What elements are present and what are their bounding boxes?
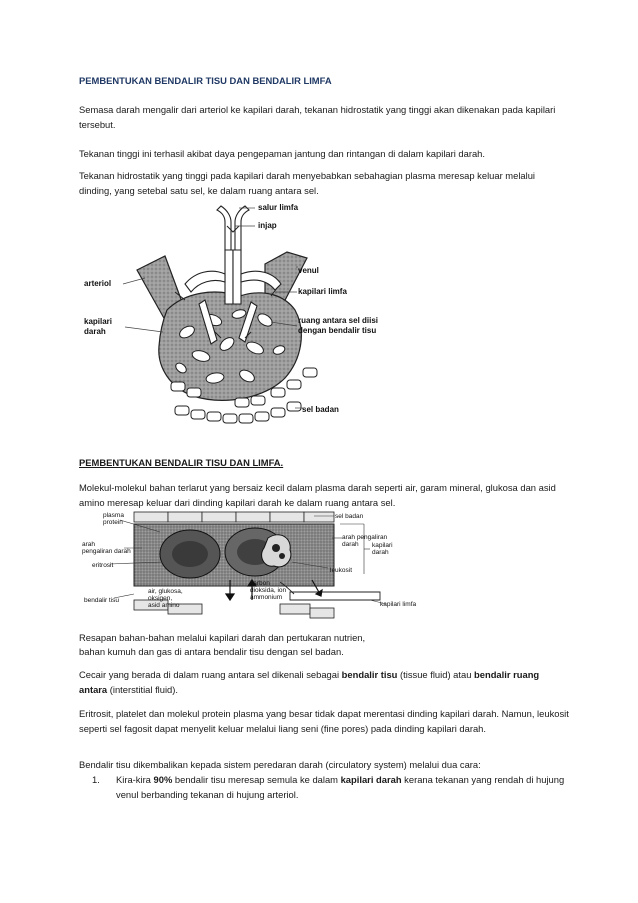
list-item-1 — [116, 772, 571, 802]
label-air-2: oksigen, — [148, 595, 173, 602]
term-bendalir-tisu: bendalir tisu — [341, 669, 398, 680]
term-90-percent: 90% — [153, 774, 173, 785]
eritrosit-paragraph: Eritrosit, platelet dan molekul protein plasma yang besar tidak dapat merentasi dinding kapilari darah. Namun, leukosit seperti sel fagosit dapat menyelit keluar melalui liang seni (fine pores) pada dinding kapilari darah. — [79, 708, 569, 734]
label-arah-pengaliran-r1: arah pengaliran — [342, 534, 388, 541]
label-eritrosit: eritrosit — [92, 562, 114, 569]
label-kapilari-darah-1: kapilari — [84, 317, 113, 326]
label-kapilari-darah-r1: kapilari — [372, 542, 393, 549]
label-karbon-3: ammonium — [250, 594, 283, 601]
section2-para1: Molekul-molekul bahan terlarut yang bersaiz kecil dalam plasma darah seperti air, garam mineral, glukosa dan asid amino meresap keluar dari dinding kapilari darah ke dalam ruang antara sel. — [79, 482, 556, 508]
list-text-3: kerana tekanan yang rendah di hujung venul berbanding tekanan di hujung arteriol. — [116, 774, 565, 800]
list-text-2: bendalir tisu meresap semula ke dalam — [172, 774, 341, 785]
label-air-3: asid amino — [148, 602, 180, 609]
label-kapilari-limfa: kapilari limfa — [298, 287, 347, 296]
label-arah-pengaliran-r2: darah — [342, 541, 359, 548]
label-arah: arah — [82, 541, 96, 548]
label-kapilari-darah-2: darah — [84, 327, 106, 336]
label-karbon-2: dioksida, ion — [250, 587, 287, 594]
term-bendalir-ruang-antara: bendalir ruang antara — [79, 669, 540, 695]
label-arteriol: arteriol — [84, 279, 112, 288]
label-ruang-2: dengan bendalir tisu — [298, 326, 377, 335]
resapan-line-1: Resapan bahan-bahan melalui kapilari darah dan pertukaran nutrien, — [79, 632, 366, 643]
section1-heading: PEMBENTUKAN BENDALIR TISU DAN BENDALIR LIMFA — [79, 75, 332, 86]
dikembalikan-paragraph: Bendalir tisu dikembalikan kepada sistem peredaran darah (circulatory system) melalui dua cara: — [79, 759, 481, 770]
section1-para2: Tekanan tinggi ini terhasil akibat daya pengepaman jantung dan rintangan di dalam kapilari darah. — [79, 148, 486, 159]
list-number-1: 1. — [92, 774, 100, 785]
label-bendalir-tisu: bendalir tisu — [84, 597, 120, 604]
cecair-text-1: Cecair yang berada di dalam ruang antara sel dikenali sebagai — [79, 669, 342, 680]
label-kapilari-limfa-2: kapilari limfa — [380, 601, 417, 608]
cecair-paragraph — [79, 667, 569, 697]
label-plasma: plasma — [103, 512, 124, 519]
label-leukosit: leukosit — [330, 567, 353, 574]
label-kapilari-darah-r2: darah — [372, 549, 389, 556]
label-ruang-1: ruang antara sel diisi — [298, 316, 379, 325]
label-protein: protein — [103, 519, 123, 526]
label-air-1: air, glukosa, — [148, 588, 183, 595]
section2-heading: PEMBENTUKAN BENDALIR TISU DAN LIMFA. — [79, 457, 284, 468]
term-kapilari-darah: kapilari darah — [340, 774, 402, 785]
label-salur-limfa: salur limfa — [258, 203, 299, 212]
label-karbon-1: karbon — [250, 580, 270, 587]
capillary-network-diagram — [75, 192, 405, 427]
section1-para3: Tekanan hidrostatik yang tinggi pada kapilari darah menyebabkan sebahagian plasma meresap keluar melalui dinding, yang setebal satu sel, ke dalam ruang antara sel. — [79, 170, 536, 196]
label-pengaliran-darah: pengaliran darah — [82, 548, 131, 555]
label-venul: venul — [298, 266, 319, 275]
label-sel-badan-2: sel badan — [335, 513, 364, 520]
label-injap: injap — [258, 221, 277, 230]
section1-para1: Semasa darah mengalir dari arteriol ke kapilari darah, tekanan hidrostatik yang tinggi akan dikenakan pada kapilari tersebut. — [79, 104, 556, 130]
resapan-line-2: bahan kumuh dan gas di antara bendalir tisu dengan sel badan. — [79, 646, 344, 657]
label-sel-badan: sel badan — [302, 405, 339, 414]
cecair-text-2: (tissue fluid) atau — [397, 669, 475, 680]
list-text-1: Kira-kira — [116, 774, 154, 785]
cecair-text-3: (interstitial fluid). — [107, 684, 178, 695]
tissue-fluid-diagram — [80, 508, 410, 632]
